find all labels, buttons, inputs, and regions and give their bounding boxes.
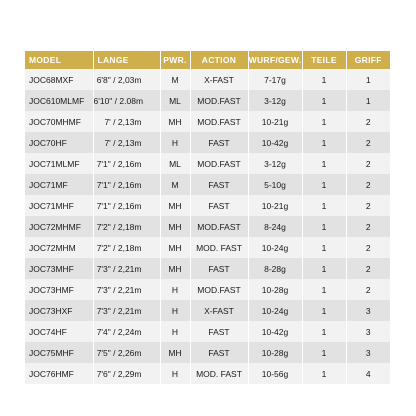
cell-wurf: 10-56g — [248, 363, 302, 384]
cell-teile: 1 — [302, 90, 346, 111]
cell-lange: 7'2" / 2,18m — [93, 216, 160, 237]
cell-wurf: 3-12g — [248, 153, 302, 174]
cell-action: X-FAST — [190, 69, 248, 90]
cell-lange: 7'4" / 2,24m — [93, 321, 160, 342]
cell-wurf: 7-17g — [248, 69, 302, 90]
table-row — [25, 258, 390, 279]
cell-teile: 1 — [302, 195, 346, 216]
table-row — [25, 153, 390, 174]
cell-model: JOC76HMF — [25, 363, 93, 384]
cell-wurf: 8-28g — [248, 258, 302, 279]
cell-teile: 1 — [302, 111, 346, 132]
cell-model: JOC71MHF — [25, 195, 93, 216]
cell-lange: 6'8" / 2,03m — [93, 69, 160, 90]
cell-pwr: MH — [160, 258, 190, 279]
cell-lange: 7'5" / 2,26m — [93, 342, 160, 363]
cell-model: JOC73MHF — [25, 258, 93, 279]
cell-lange: 6'10" / 2.08m — [93, 90, 160, 111]
table-row — [25, 69, 390, 90]
cell-lange: 7'3" / 2,21m — [93, 300, 160, 321]
cell-action: FAST — [190, 195, 248, 216]
cell-griff: 1 — [346, 69, 390, 90]
cell-action: FAST — [190, 132, 248, 153]
cell-model: JOC70HF — [25, 132, 93, 153]
table-row — [25, 342, 390, 363]
cell-teile: 1 — [302, 300, 346, 321]
cell-action: MOD.FAST — [190, 153, 248, 174]
header-wurf: WURF/GEW. — [248, 51, 302, 69]
cell-lange: 7'2" / 2,18m — [93, 237, 160, 258]
cell-pwr: H — [160, 279, 190, 300]
cell-griff: 2 — [346, 111, 390, 132]
cell-pwr: MH — [160, 111, 190, 132]
cell-pwr: MH — [160, 216, 190, 237]
cell-action: X-FAST — [190, 300, 248, 321]
cell-pwr: MH — [160, 237, 190, 258]
cell-wurf: 8-24g — [248, 216, 302, 237]
cell-teile: 1 — [302, 216, 346, 237]
cell-model: JOC72MHMF — [25, 216, 93, 237]
cell-griff: 3 — [346, 321, 390, 342]
cell-action: MOD.FAST — [190, 90, 248, 111]
cell-wurf: 10-28g — [248, 342, 302, 363]
cell-wurf: 3-12g — [248, 90, 302, 111]
header-model: MODEL — [25, 51, 93, 69]
cell-wurf: 10-42g — [248, 132, 302, 153]
table-row — [25, 174, 390, 195]
cell-pwr: H — [160, 132, 190, 153]
cell-wurf: 10-24g — [248, 300, 302, 321]
cell-action: MOD.FAST — [190, 111, 248, 132]
cell-teile: 1 — [302, 363, 346, 384]
table-row — [25, 237, 390, 258]
table-row — [25, 90, 390, 111]
header-griff: GRIFF — [346, 51, 390, 69]
cell-teile: 1 — [302, 258, 346, 279]
cell-lange: 7'1" / 2,16m — [93, 174, 160, 195]
cell-pwr: ML — [160, 153, 190, 174]
cell-griff: 4 — [346, 363, 390, 384]
header-action: ACTION — [190, 51, 248, 69]
cell-pwr: MH — [160, 195, 190, 216]
cell-model: JOC75MHF — [25, 342, 93, 363]
table-row — [25, 216, 390, 237]
cell-wurf: 10-21g — [248, 195, 302, 216]
cell-teile: 1 — [302, 237, 346, 258]
cell-pwr: H — [160, 363, 190, 384]
rod-spec-table — [25, 51, 390, 384]
cell-griff: 2 — [346, 237, 390, 258]
spec-table-container — [25, 51, 390, 384]
table-row — [25, 132, 390, 153]
header-row — [25, 51, 390, 69]
cell-teile: 1 — [302, 174, 346, 195]
cell-griff: 3 — [346, 300, 390, 321]
cell-griff: 2 — [346, 258, 390, 279]
cell-lange: 7'3" / 2,21m — [93, 258, 160, 279]
cell-teile: 1 — [302, 342, 346, 363]
cell-pwr: H — [160, 321, 190, 342]
cell-griff: 2 — [346, 279, 390, 300]
table-row — [25, 300, 390, 321]
cell-model: JOC71MF — [25, 174, 93, 195]
cell-lange: 7'1" / 2,16m — [93, 153, 160, 174]
header-teile: TEILE — [302, 51, 346, 69]
cell-model: JOC72MHM — [25, 237, 93, 258]
cell-model: JOC74HF — [25, 321, 93, 342]
cell-action: MOD.FAST — [190, 279, 248, 300]
cell-model: JOC73HMF — [25, 279, 93, 300]
cell-action: FAST — [190, 174, 248, 195]
header-pwr: PWR. — [160, 51, 190, 69]
cell-lange: 7'3" / 2,21m — [93, 279, 160, 300]
cell-griff: 2 — [346, 174, 390, 195]
cell-action: FAST — [190, 258, 248, 279]
cell-pwr: M — [160, 69, 190, 90]
cell-wurf: 10-42g — [248, 321, 302, 342]
cell-pwr: ML — [160, 90, 190, 111]
cell-action: MOD.FAST — [190, 216, 248, 237]
cell-pwr: MH — [160, 342, 190, 363]
cell-wurf: 10-24g — [248, 237, 302, 258]
cell-lange: 7'6" / 2,29m — [93, 363, 160, 384]
cell-lange: 7'1" / 2,16m — [93, 195, 160, 216]
cell-griff: 2 — [346, 153, 390, 174]
cell-wurf: 10-21g — [248, 111, 302, 132]
cell-lange: 7' / 2,13m — [93, 132, 160, 153]
table-row — [25, 321, 390, 342]
cell-wurf: 5-10g — [248, 174, 302, 195]
header-lange: LANGE — [93, 51, 160, 69]
cell-pwr: H — [160, 300, 190, 321]
table-row — [25, 111, 390, 132]
cell-model: JOC71MLMF — [25, 153, 93, 174]
cell-action: MOD. FAST — [190, 363, 248, 384]
cell-teile: 1 — [302, 279, 346, 300]
cell-teile: 1 — [302, 132, 346, 153]
cell-pwr: M — [160, 174, 190, 195]
table-row — [25, 279, 390, 300]
cell-teile: 1 — [302, 153, 346, 174]
cell-griff: 2 — [346, 132, 390, 153]
cell-model: JOC70MHMF — [25, 111, 93, 132]
cell-model: JOC73HXF — [25, 300, 93, 321]
cell-griff: 1 — [346, 90, 390, 111]
cell-griff: 2 — [346, 195, 390, 216]
cell-action: FAST — [190, 342, 248, 363]
cell-teile: 1 — [302, 321, 346, 342]
cell-model: JOC68MXF — [25, 69, 93, 90]
cell-griff: 3 — [346, 342, 390, 363]
table-row — [25, 195, 390, 216]
table-row — [25, 363, 390, 384]
cell-wurf: 10-28g — [248, 279, 302, 300]
cell-griff: 2 — [346, 216, 390, 237]
cell-model: JOC610MLMF — [25, 90, 93, 111]
cell-teile: 1 — [302, 69, 346, 90]
cell-action: FAST — [190, 321, 248, 342]
cell-action: MOD. FAST — [190, 237, 248, 258]
cell-lange: 7' / 2,13m — [93, 111, 160, 132]
